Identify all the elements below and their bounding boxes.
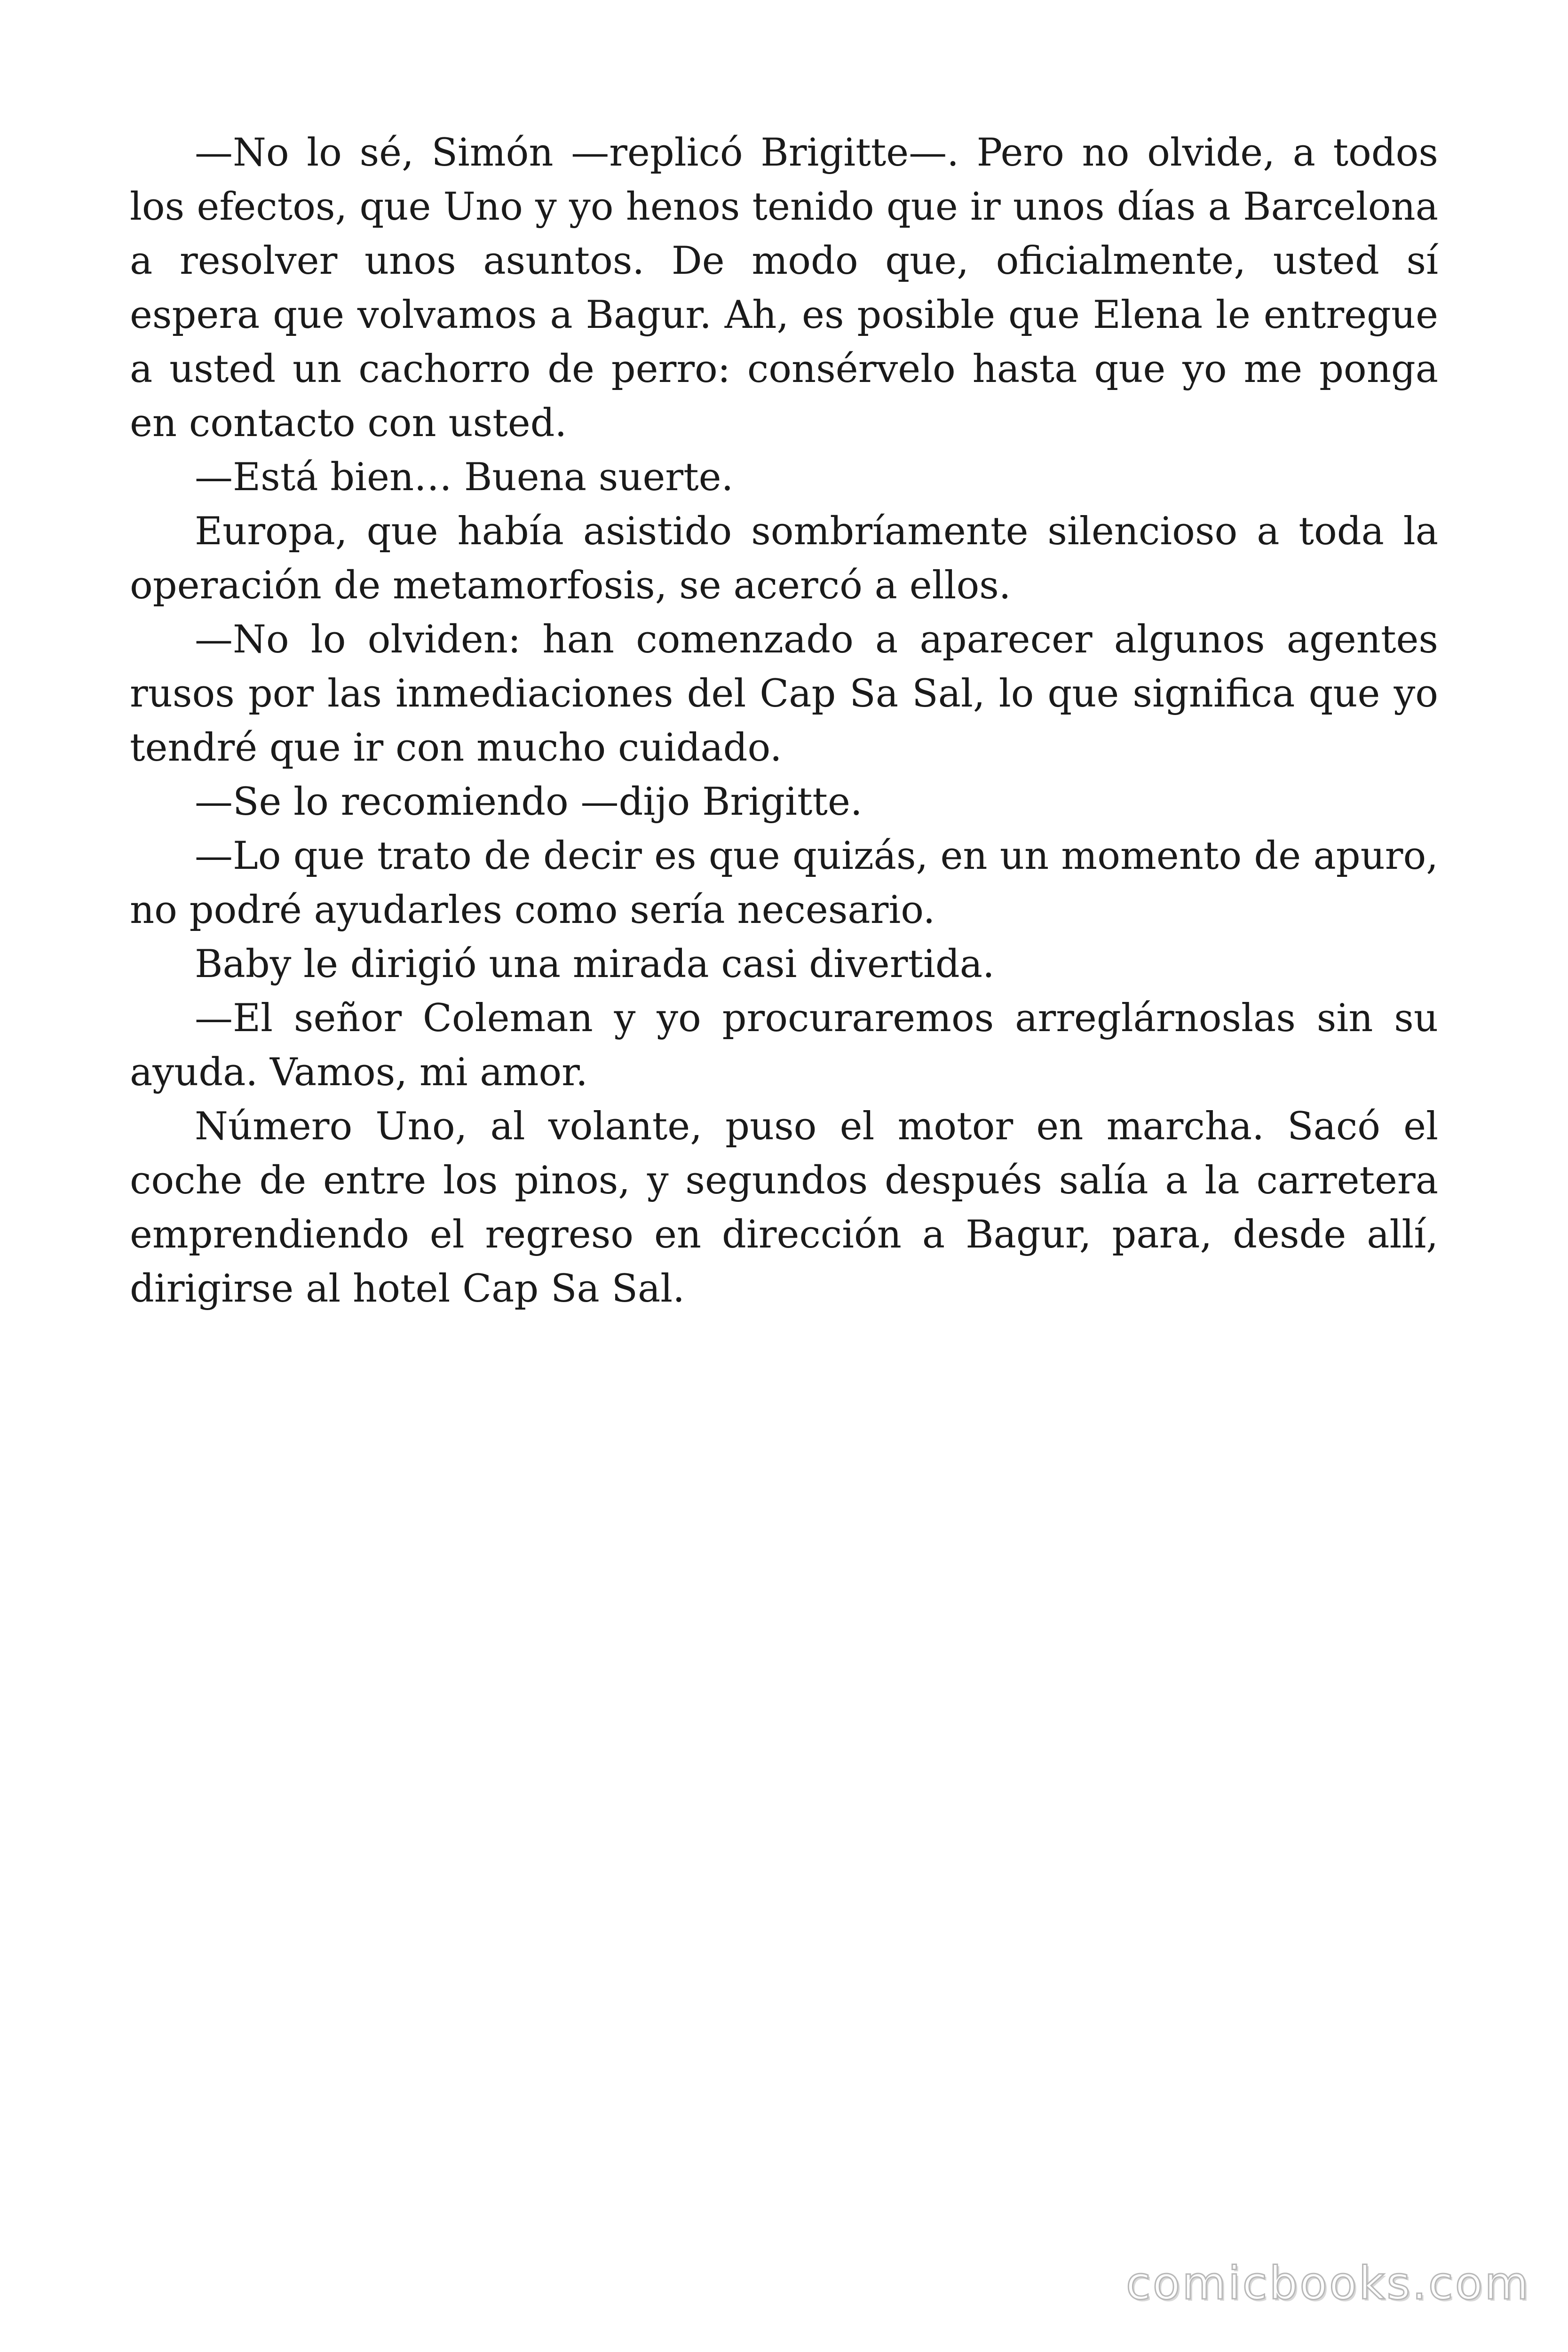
- paragraph: —Se lo recomiendo —dijo Brigitte.: [195, 780, 863, 824]
- paragraph: Número Uno, al volante, puso el motor en marcha. Sacó el coche de entre los pinos, y segundos después salía a la carretera emprendiendo el regreso en dirección a Bagur, para, desde allí, dirigirse al hotel Cap Sa Sal.: [130, 1104, 1438, 1311]
- paragraph: —No lo sé, Simón —replicó Brigitte—. Pero no olvide, a todos los efectos, que Uno y yo henos tenido que ir unos días a Barcelona a resolver unos asuntos. De modo que, oficialmente, usted sí espera que volvamos a Bagur. Ah, es posible que Elena le entregue a usted un cachorro de perro: consérvelo hasta que yo me ponga en contacto con usted.: [130, 131, 1438, 445]
- paragraph: Baby le dirigió una mirada casi divertida.: [195, 942, 995, 986]
- paragraph: Europa, que había asistido sombríamente silencioso a toda la operación de metamorfosis, se acercó a ellos.: [130, 509, 1438, 608]
- paragraph: —Está bien… Buena suerte.: [195, 455, 734, 500]
- watermark-logo: comicbooks.com: [1125, 2257, 1530, 2310]
- paragraph: —No lo olviden: han comenzado a aparecer algunos agentes rusos por las inmediaciones del Cap Sa Sal, lo que significa que yo tendré que ir con mucho cuidado.: [130, 618, 1438, 770]
- paragraph: —El señor Coleman y yo procuraremos arreglárnoslas sin su ayuda. Vamos, mi amor.: [130, 996, 1438, 1095]
- paragraph: —Lo que trato de decir es que quizás, en un momento de apuro, no podré ayudarles como sería necesario.: [130, 834, 1438, 932]
- page-text: [130, 126, 1438, 1316]
